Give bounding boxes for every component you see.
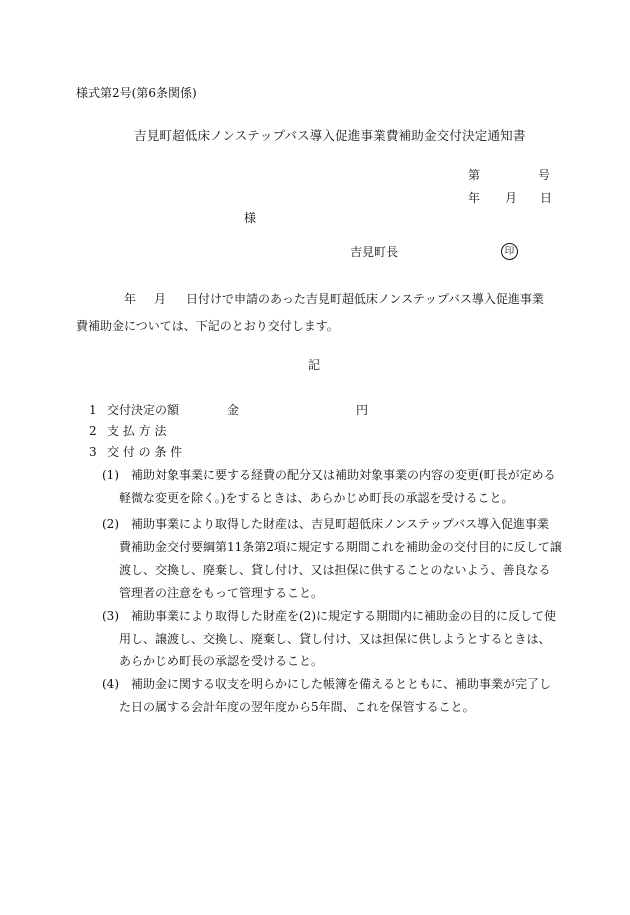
reference-dai: 第 bbox=[468, 168, 481, 182]
condition-2-line-2: 費補助金交付要綱第11条第2項に規定する期間これを補助金の交付目的に反して譲 bbox=[119, 540, 562, 554]
condition-4-line-2: た日の属する会計年度の翌年度から5年間、これを保管すること。 bbox=[119, 700, 475, 714]
addressee-suffix: 様 bbox=[244, 211, 257, 225]
date-day: 日 bbox=[540, 191, 553, 205]
item-2-label: 支 払 方 法 bbox=[107, 424, 167, 438]
condition-3-line-3: あらかじめ町長の承認を受けること。 bbox=[119, 654, 324, 668]
body-month: 月 bbox=[154, 292, 167, 306]
item-1-kin: 金 bbox=[227, 403, 240, 417]
condition-3-line-1: 補助事業により取得した財産を(2)に規定する期間内に補助金の目的に反して使 bbox=[131, 609, 557, 623]
body-line-2: 費補助金については、下記のとおり交付します。 bbox=[76, 319, 339, 333]
date-month: 月 bbox=[505, 191, 518, 205]
item-2-number: 2 bbox=[89, 424, 97, 438]
condition-2-line-4: 管理者の注意をもって管理すること。 bbox=[119, 586, 324, 600]
item-1-label: 交付決定の額 bbox=[107, 403, 180, 417]
ki-heading: 記 bbox=[308, 358, 321, 372]
document-title: 吉見町超低床ノンステップバス導入促進事業費補助金交付決定通知書 bbox=[134, 128, 526, 143]
item-3-label: 交 付 の 条 件 bbox=[107, 445, 183, 459]
reference-go: 号 bbox=[538, 168, 551, 182]
condition-3-line-2: 用し、譲渡し、交換し、廃棄し、貸し付け、又は担保に供しようとするときは、 bbox=[119, 632, 551, 646]
issuer-name: 吉見町長 bbox=[350, 245, 399, 259]
seal-icon: 印 bbox=[501, 243, 518, 260]
condition-4-line-1: 補助金に関する収支を明らかにした帳簿を備えるとともに、補助事業が完了し bbox=[131, 677, 552, 691]
body-text-1: 日付けで申請のあった吉見町超低床ノンステップバス導入促進事業 bbox=[186, 292, 544, 306]
condition-1-line-1: 補助対象事業に要する経費の配分又は補助対象事業の内容の変更(町長が定める bbox=[131, 468, 556, 482]
condition-1-number: (1) bbox=[102, 468, 119, 482]
date-year: 年 bbox=[468, 191, 481, 205]
item-1-en: 円 bbox=[356, 403, 369, 417]
item-1-number: 1 bbox=[89, 403, 97, 417]
condition-1-line-2: 軽微な変更を除く。)をするときは、あらかじめ町長の承認を受けること。 bbox=[119, 491, 514, 505]
condition-2-number: (2) bbox=[102, 517, 119, 531]
condition-4-number: (4) bbox=[102, 677, 119, 691]
body-year: 年 bbox=[124, 292, 137, 306]
condition-2-line-1: 補助事業により取得した財産は、吉見町超低床ノンステップバス導入促進事業 bbox=[131, 517, 549, 531]
condition-2-line-3: 渡し、交換し、廃棄し、貸し付け、又は担保に供することのないよう、善良なる bbox=[119, 563, 551, 577]
form-number: 様式第2号(第6条関係) bbox=[76, 86, 197, 100]
body-line-1 bbox=[124, 293, 544, 305]
item-3-number: 3 bbox=[89, 445, 97, 459]
condition-3-number: (3) bbox=[102, 609, 119, 623]
